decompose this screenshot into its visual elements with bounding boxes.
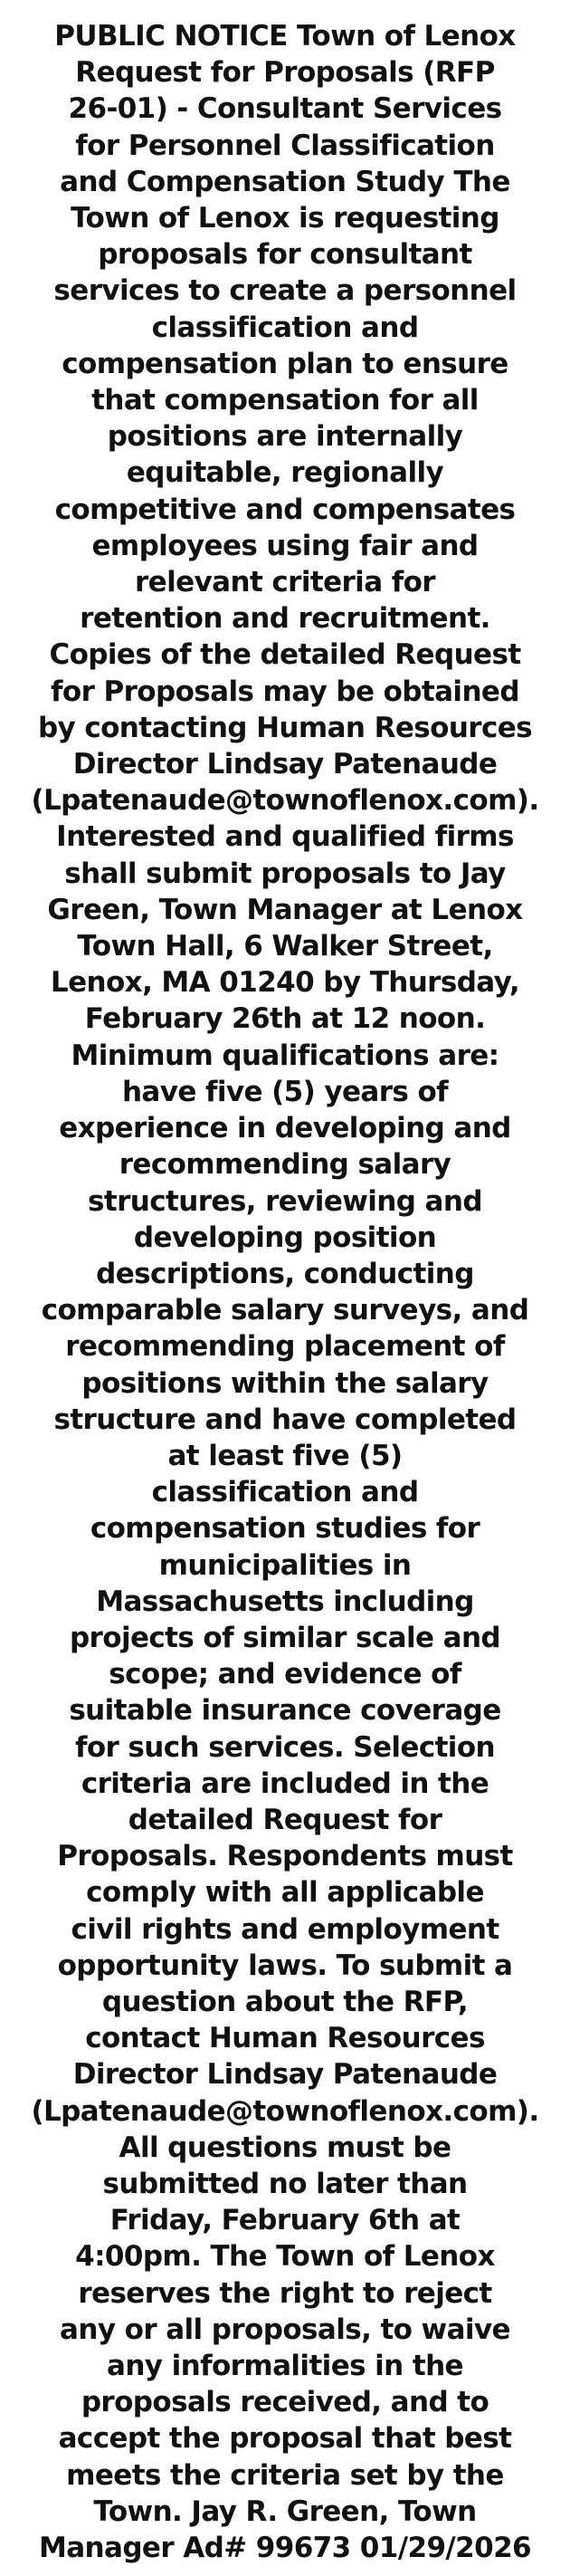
notice-line: retention and recruitment. bbox=[80, 602, 490, 636]
notice-line: positions within the salary bbox=[81, 1366, 489, 1400]
notice-line: have five (5) years of bbox=[121, 1075, 449, 1108]
notice-line: suitable insurance coverage bbox=[69, 1694, 501, 1728]
notice-line: that compensation for all bbox=[91, 384, 479, 417]
notice-line: proposals for consultant bbox=[98, 238, 472, 272]
notice-line: relevant criteria for bbox=[134, 566, 435, 599]
notice-line: Director Lindsay Patenaude bbox=[72, 748, 498, 781]
notice-line: and Compensation Study The bbox=[60, 165, 510, 198]
notice-line: 4:00pm. The Town of Lenox bbox=[75, 2240, 495, 2274]
notice-line: accept the proposal that best bbox=[58, 2422, 512, 2456]
notice-line: classification and bbox=[151, 311, 419, 344]
notice-line: opportunity laws. To submit a bbox=[57, 1949, 513, 1982]
notice-line: at least five (5) bbox=[167, 1439, 403, 1472]
notice-line: comparable salary surveys, and bbox=[41, 1294, 529, 1327]
notice-line: for Personnel Classification bbox=[75, 129, 495, 162]
notice-line: Interested and qualified firms bbox=[56, 820, 514, 854]
notice-line: All questions must be bbox=[119, 2131, 451, 2164]
notice-line: for such services. Selection bbox=[74, 1730, 496, 1764]
notice-line: classification and bbox=[151, 1476, 419, 1509]
notice-line: detailed Request for bbox=[128, 1803, 442, 1836]
notice-line: shall submit proposals to Jay bbox=[64, 857, 506, 890]
notice-line: scope; and evidence of bbox=[109, 1658, 461, 1691]
notice-line: proposals received, and to bbox=[81, 2386, 489, 2419]
notice-line: contact Human Resources bbox=[85, 2022, 485, 2055]
notice-line: competitive and compensates bbox=[54, 493, 516, 526]
notice-line: developing position bbox=[133, 1221, 437, 1254]
notice-line: Director Lindsay Patenaude bbox=[72, 2058, 498, 2092]
notice-line: 26-01) - Consultant Services bbox=[68, 92, 502, 126]
notice-line: reserves the right to reject bbox=[78, 2276, 492, 2310]
notice-line: Town of Lenox is requesting bbox=[71, 202, 499, 235]
notice-line: for Proposals may be obtained bbox=[51, 675, 519, 708]
notice-line: submitted no later than bbox=[102, 2167, 468, 2200]
notice-line: Minimum qualifications are: bbox=[71, 1039, 499, 1072]
notice-line: municipalities in bbox=[158, 1548, 412, 1582]
notice-line: Friday, February 6th at bbox=[109, 2204, 461, 2237]
notice-line: (Lpatenaude@townoflenox.com). bbox=[31, 784, 539, 818]
notice-line: Town. Jay R. Green, Town bbox=[93, 2495, 477, 2528]
notice-line: Green, Town Manager at Lenox bbox=[47, 893, 523, 926]
notice-line: projects of similar scale and bbox=[69, 1621, 501, 1654]
notice-line: positions are internally bbox=[107, 420, 463, 454]
notice-line: Copies of the detailed Request bbox=[49, 638, 521, 672]
notice-line: Town Hall, 6 Walker Street, bbox=[77, 930, 493, 963]
notice-line: comply with all applicable bbox=[86, 1876, 484, 1910]
notice-line: (Lpatenaude@townoflenox.com). bbox=[31, 2094, 539, 2128]
notice-line: Proposals. Respondents must bbox=[57, 1840, 513, 1873]
notice-line: experience in developing and bbox=[59, 1112, 511, 1145]
notice-line: structure and have completed bbox=[53, 1403, 517, 1436]
notice-line: compensation studies for bbox=[90, 1512, 480, 1546]
notice-line: Lenox, MA 01240 by Thursday, bbox=[50, 966, 520, 1000]
notice-line: compensation plan to ensure bbox=[62, 347, 508, 380]
notice-line: criteria are included in the bbox=[81, 1767, 489, 1800]
notice-line: February 26th at 12 noon. bbox=[84, 1002, 486, 1036]
notice-line: meets the criteria set by the bbox=[66, 2458, 504, 2492]
notice-line: descriptions, conducting bbox=[96, 1257, 474, 1290]
notice-line: any or all proposals, to waive bbox=[60, 2313, 510, 2346]
notice-line: question about the RFP, bbox=[101, 1985, 469, 2018]
notice-line: recommending placement of bbox=[65, 1330, 505, 1364]
notice-line: services to create a personnel bbox=[53, 274, 517, 308]
notice-line: Manager Ad# 99673 01/29/2026 bbox=[38, 2532, 532, 2565]
notice-line: any informalities in the bbox=[107, 2350, 463, 2382]
notice-line: Massachusetts including bbox=[96, 1585, 474, 1618]
notice-line: PUBLIC NOTICE Town of Lenox bbox=[54, 20, 516, 53]
notice-line: equitable, regionally bbox=[126, 456, 444, 490]
notice-line: recommending salary bbox=[119, 1148, 451, 1182]
notice-line: structures, reviewing and bbox=[88, 1184, 482, 1218]
notice-line: civil rights and employment bbox=[71, 1912, 499, 1946]
notice-line: Request for Proposals (RFP bbox=[75, 56, 495, 90]
notice-line: by contacting Human Resources bbox=[37, 711, 533, 744]
public-notice-text bbox=[0, 18, 570, 2565]
notice-line: employees using fair and bbox=[91, 529, 479, 562]
